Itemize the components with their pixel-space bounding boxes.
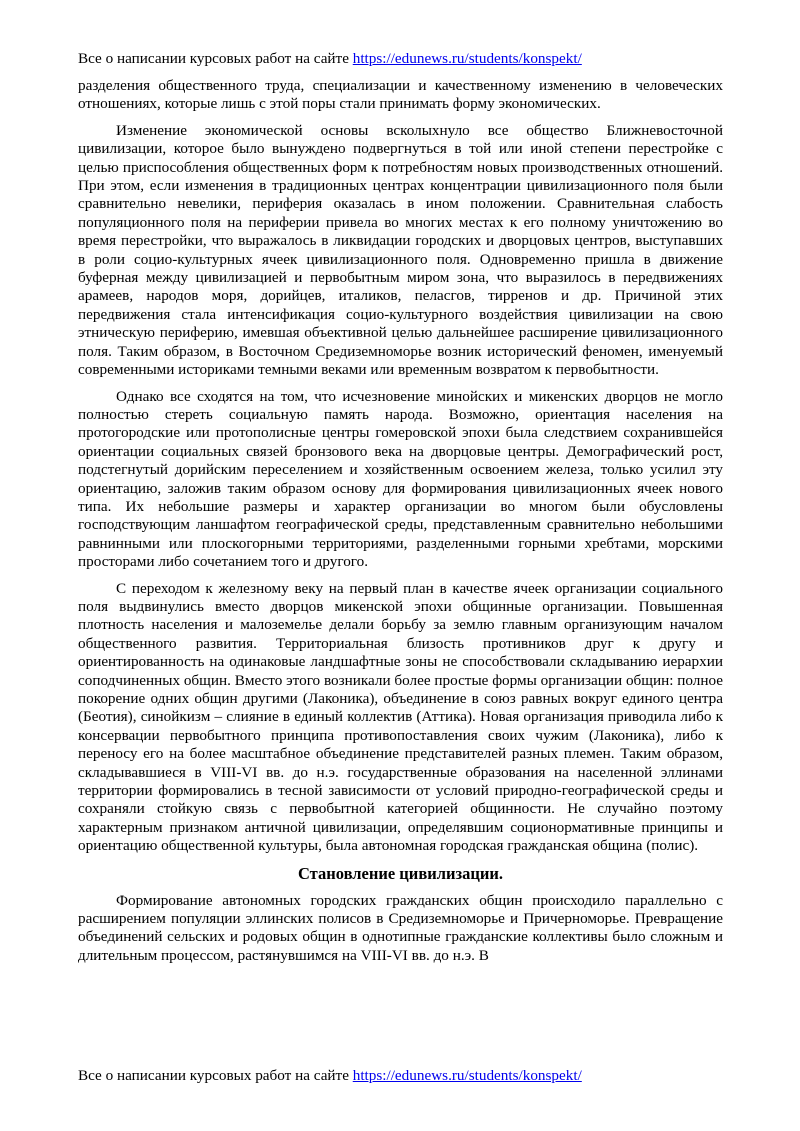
header-text: Все о написании курсовых работ на сайте (78, 50, 349, 67)
footer-link[interactable]: https://edunews.ru/students/konspekt/ (352, 1067, 582, 1084)
section-heading: Становление цивилизации. (297, 863, 504, 883)
document-page (78, 0, 723, 1131)
page-footer (78, 1066, 582, 1085)
document-body (78, 77, 723, 973)
paragraph-5: Формирование автономных городских гражданских общин происходило параллельно с расширением популяции эллинских полисов в Средиземноморье и Причерноморье. Превращение объединений сельских и родовых общин в однотипные гражданские коллективы было сложным и длительным процессом, растянувшимся на VIII-VI вв. до н.э. В (78, 891, 723, 964)
paragraph-2: Изменение экономической основы всколыхнуло все общество Ближневосточной цивилизации, которое было вынуждено подвергнуться в той или иной степени перестройке с целью приспособления общественных форм к потребностям новых производственных отношений. При этом, если изменения в традиционных центрах концентрации цивилизационного поля были сравнительно невелики, периферия оказалась в ином положении. Сравнительная слабость популяционного поля на периферии привела во многих местах к его полному уничтожению во время перестройки, что выражалось в ликвидации городских и дворцовых центров, выступавших в роли социо-культурных ячеек цивилизационного поля. Одновременно пришла в движение буферная между цивилизацией и первобытным миром зона, что выразилось в передвижениях арамеев, народов моря, дорийцев, италиков, пеласгов, тирренов и др. Причиной этих передвижения стала интенсификация социо-культурного воздействия цивилизации на свою этническую периферию, имевшая объективной целью дальнейшее расширение цивилизационного поля. Таким образом, в Восточном Средиземноморье возник исторический феномен, именуемый современными историками темными веками или временным возвратом к первобытности. (78, 121, 723, 379)
page-header (78, 49, 582, 68)
paragraph-3: Однако все сходятся на том, что исчезновение минойских и микенских дворцов не могло полностью стереть социальную память народа. Возможно, ориентация населения на протогородские или протополисные центры гомеровской эпохи была следствием сохранившейся ориентации социальных связей бронзового века на дворцовые центры. Демографический рост, подстегнутый дорийским переселением и хозяйственным освоением железа, только усилил эту ориентацию, заложив таким образом основу для формирования цивилизационных ячеек нового типа. Их небольшие размеры и характер организации во многом были обусловлены господствующим ланшафтом географической среды, представленным сравнительно небольшими равнинными или плоскогорными территориями, разделенными горными хребтами, морскими просторами либо сочетанием того и другого. (78, 387, 723, 571)
footer-text: Все о написании курсовых работ на сайте (78, 1067, 349, 1084)
paragraph-4: С переходом к железному веку на первый план в качестве ячеек организации социального поля выдвинулись вместо дворцов микенской эпохи общинные организации. Повышенная плотность населения и малоземелье делали борьбу за землю главным организующим началом общественного развития. Территориальная близость противников друг к другу и ориентированность на одинаковые ландшафтные зоны не способствовали складыванию иерархии соподчиненных общин. Вместо этого возникали более простые формы организации общин: полное покорение одних общин другими (Лаконика), объединение в союз равных вокруг единого центра (Беотия), синойкизм – слияние в единый коллектив (Аттика). Новая организация приводила либо к консервации первобытного принципа противопоставления своих чужим (Лаконика), либо к переносу его на более масштабное объединение представителей разных племен. Таким образом, складывавшиеся в VIII-VI вв. до н.э. государственные образования на населенной эллинами территории формировались в тесной зависимости от условий природно-географической среды и сохраняли стойкую связь с первобытной категорией общинности. Не случайно поэтому характерным признаком античной цивилизации, определявшим соционормативные принципы и ориентацию общественной культуры, была автономная городская гражданская община (полис). (78, 579, 723, 855)
paragraph-1: разделения общественного труда, специализации и качественному изменению в человеческих отношениях, которые лишь с этой поры стали принимать форму экономических. (78, 77, 723, 113)
header-link[interactable]: https://edunews.ru/students/konspekt/ (352, 50, 582, 67)
